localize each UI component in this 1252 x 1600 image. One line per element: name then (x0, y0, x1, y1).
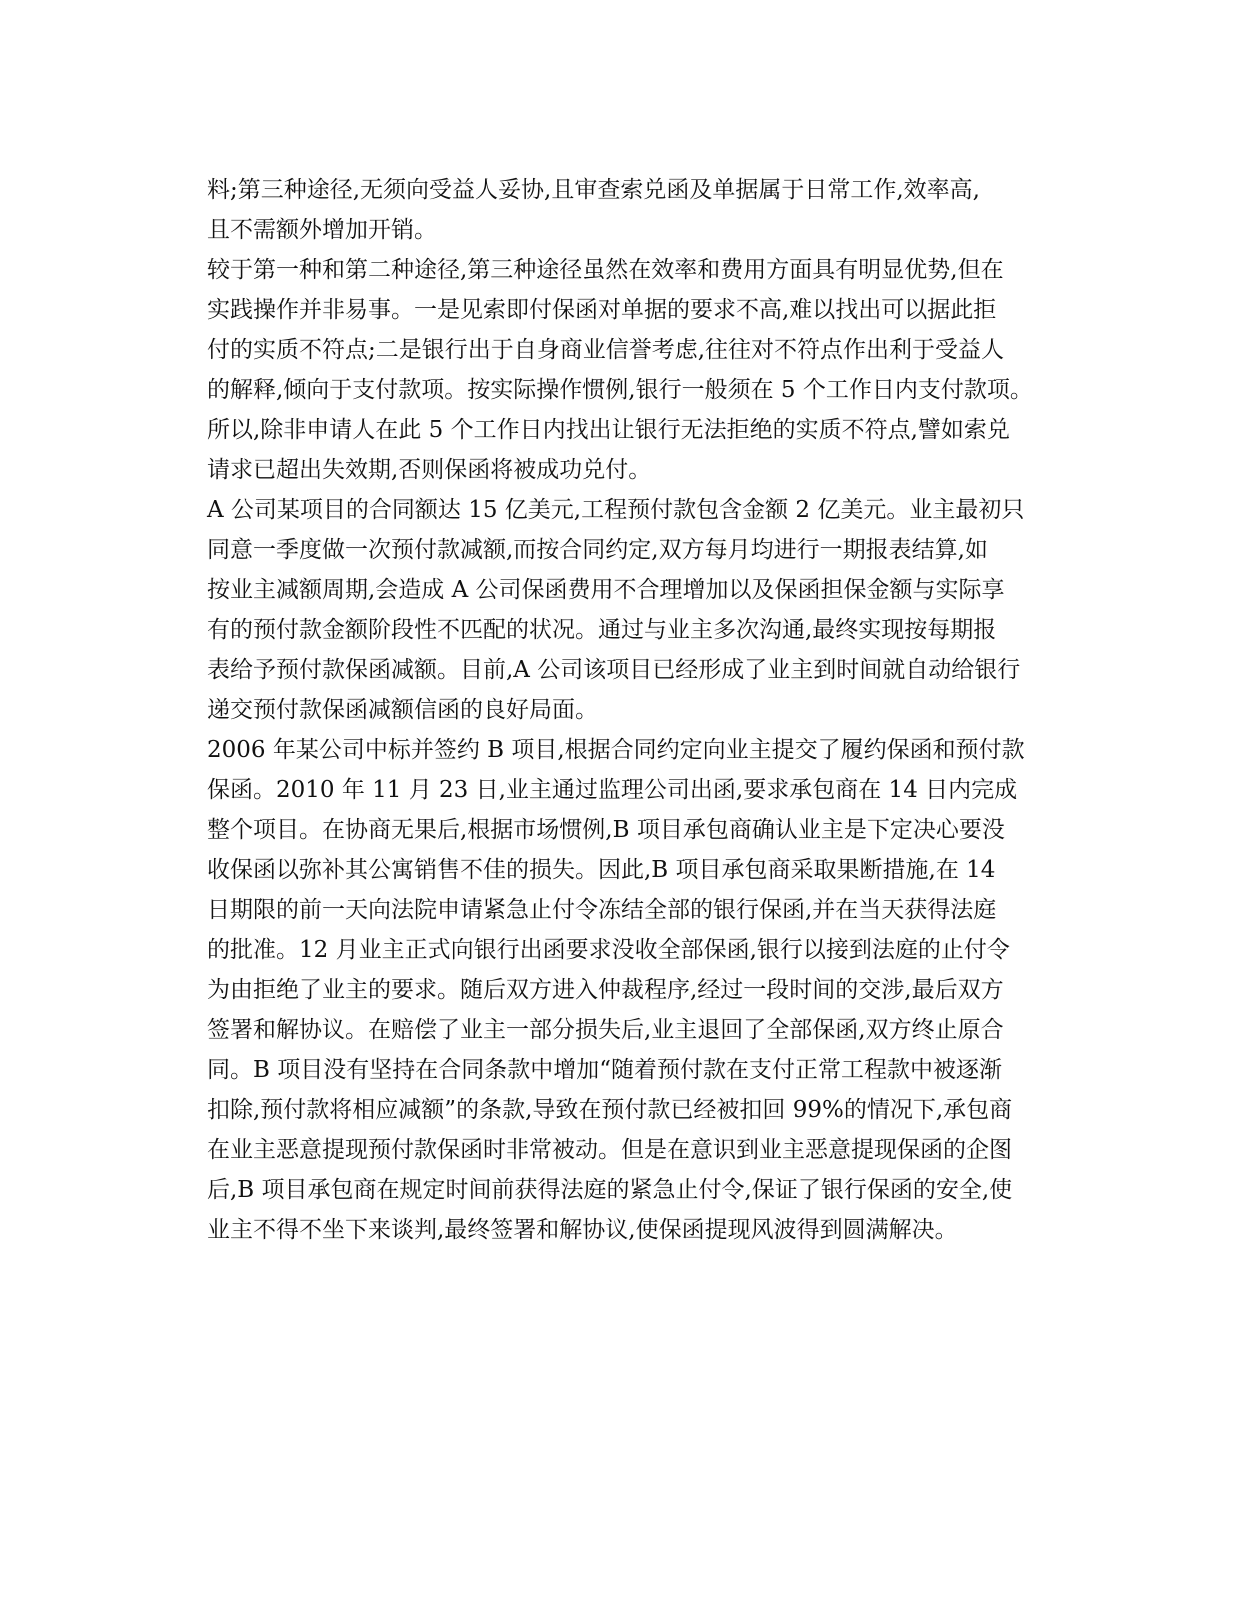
text-line: 较于第一种和第二种途径,第三种途径虽然在效率和费用方面具有明显优势,但在 (207, 257, 1004, 283)
text-line: 签署和解协议。在赔偿了业主一部分损失后,业主退回了全部保函,双方终止原合 (207, 1017, 1004, 1043)
text-line: 在业主恶意提现预付款保函时非常被动。但是在意识到业主恶意提现保函的企图 (207, 1137, 1012, 1163)
text-line: 同。B 项目没有坚持在合同条款中增加“随着预付款在支付正常工程款中被逐渐 (207, 1057, 1002, 1083)
text-line: 为由拒绝了业主的要求。随后双方进入仲裁程序,经过一段时间的交涉,最后双方 (207, 977, 1004, 1003)
text-line: 业主不得不坐下来谈判,最终签署和解协议,使保函提现风波得到圆满解决。 (207, 1217, 958, 1243)
text-line: 2006 年某公司中标并签约 B 项目,根据合同约定向业主提交了履约保函和预付款 (207, 737, 1025, 763)
text-line: 且不需额外增加开销。 (207, 217, 437, 243)
text-line: 保函。2010 年 11 月 23 日,业主通过监理公司出函,要求承包商在 14 日内完成 (207, 777, 1018, 803)
text-line: 有的预付款金额阶段性不匹配的状况。通过与业主多次沟通,最终实现按每期报 (207, 617, 997, 643)
body-text (207, 170, 1037, 1250)
text-line: 后,B 项目承包商在规定时间前获得法庭的紧急止付令,保证了银行保函的安全,使 (207, 1177, 1013, 1203)
text-line: 递交预付款保函减额信函的良好局面。 (207, 697, 598, 723)
text-line: 按业主减额周期,会造成 A 公司保函费用不合理增加以及保函担保金额与实际享 (207, 577, 1005, 603)
text-line: 日期限的前一天向法院申请紧急止付令冻结全部的银行保函,并在当天获得法庭 (207, 897, 997, 923)
text-line: 料;第三种途径,无须向受益人妥协,且审查索兑函及单据属于日常工作,效率高, (207, 177, 980, 203)
text-line: 的批准。12 月业主正式向银行出函要求没收全部保函,银行以接到法庭的止付令 (207, 937, 1010, 963)
text-line: 的解释,倾向于支付款项。按实际操作惯例,银行一般须在 5 个工作日内支付款项。 (207, 377, 1033, 403)
text-line: 所以,除非申请人在此 5 个工作日内找出让银行无法拒绝的实质不符点,譬如索兑 (207, 417, 1010, 443)
text-line: 实践操作并非易事。一是见索即付保函对单据的要求不高,难以找出可以据此拒 (207, 297, 997, 323)
text-line: 表给予预付款保函减额。目前,A 公司该项目已经形成了业主到时间就自动给银行 (207, 657, 1021, 683)
text-line: 收保函以弥补其公寓销售不佳的损失。因此,B 项目承包商采取果断措施,在 14 (207, 857, 996, 883)
text-line: 扣除,预付款将相应减额”的条款,导致在预付款已经被扣回 99%的情况下,承包商 (207, 1097, 1013, 1123)
text-line: 整个项目。在协商无果后,根据市场惯例,B 项目承包商确认业主是下定决心要没 (207, 817, 1005, 843)
text-line: 同意一季度做一次预付款减额,而按合同约定,双方每月均进行一期报表结算,如 (207, 537, 988, 563)
text-line: 付的实质不符点;二是银行出于自身商业信誉考虑,往往对不符点作出利于受益人 (207, 337, 1005, 363)
text-line: 请求已超出失效期,否则保函将被成功兑付。 (207, 457, 652, 483)
text-line: A 公司某项目的合同额达 15 亿美元,工程预付款包含金额 2 亿美元。业主最初只 (207, 497, 1025, 523)
